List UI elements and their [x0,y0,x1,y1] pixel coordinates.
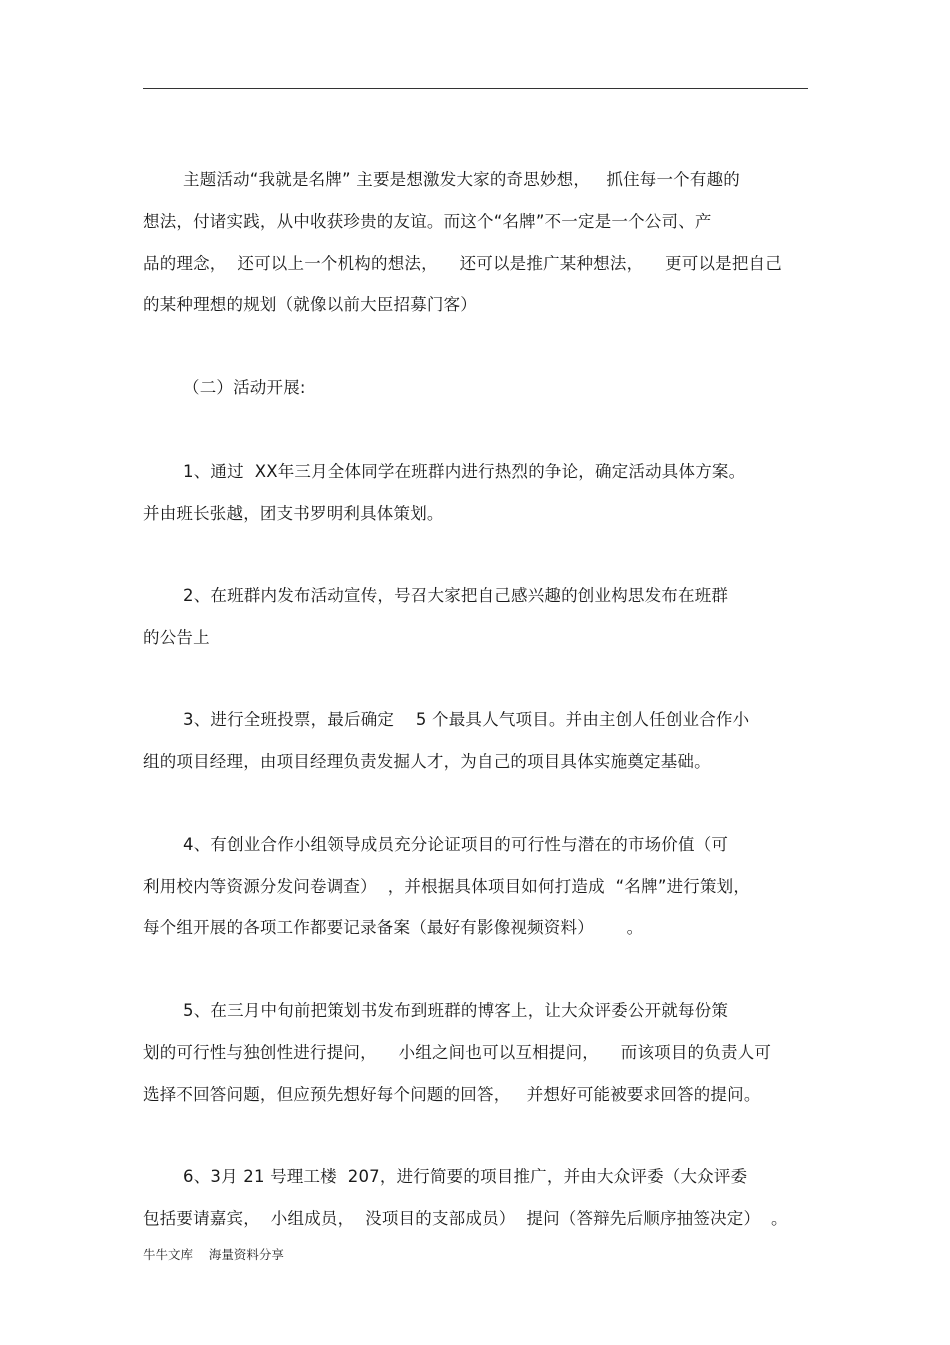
paragraph-1-line-3: 品的理念， 还可以上一个机构的想法， 还可以是推广某种想法， 更可以是把自己 [143,254,782,273]
item-3-line-2: 组的项目经理，由项目经理负责发掘人才，为自己的项目具体实施奠定基础。 [143,752,711,771]
item-4-line-3: 每个组开展的各项工作都要记录备案（最好有影像视频资料） 。 [143,918,644,937]
item-5-line-1: 5、在三月中旬前把策划书发布到班群的博客上，让大众评委公开就每份策 [183,1001,729,1020]
header-rule [143,88,808,89]
item-2-line-1: 2、在班群内发布活动宣传，号召大家把自己感兴趣的创业构思发布在班群 [183,586,729,605]
section-heading-activity: （二）活动开展: [183,378,306,397]
item-4-line-1: 4、有创业合作小组领导成员充分论证项目的可行性与潜在的市场价值（可 [183,835,729,854]
paragraph-1-line-2: 想法，付诸实践，从中收获珍贵的友谊。而这个“名牌”不一定是一个公司、产 [143,212,712,231]
paragraph-1-line-4: 的某种理想的规划（就像以前大臣招募门客） [143,295,477,314]
item-6-line-2: 包括要请嘉宾， 小组成员， 没项目的支部成员） 提问（答辩先后顺序抽签决定） 。 [143,1209,788,1228]
item-1-line-1: 1、通过 XX年三月全体同学在班群内进行热烈的争论，确定活动具体方案。 [183,462,746,481]
item-2-line-2: 的公告上 [143,628,210,647]
item-3-line-1: 3、进行全班投票，最后确定 5 个最具人气项目。并由主创人任创业合作小 [183,710,750,729]
paragraph-1-line-1: 主题活动“我就是名牌” 主要是想激发大家的奇思妙想， 抓住每一个有趣的 [183,170,740,189]
item-6-line-1: 6、3月 21 号理工楼 207，进行简要的项目推广，并由大众评委（大众评委 [183,1167,748,1186]
item-5-line-3: 选择不回答问题，但应预先想好每个问题的回答， 并想好可能被要求回答的提问。 [143,1085,761,1104]
footer-watermark: 牛牛文库 海量资料分享 [143,1247,284,1262]
item-5-line-2: 划的可行性与独创性进行提问， 小组之间也可以互相提问， 而该项目的负责人可 [143,1043,772,1062]
item-4-line-2: 利用校内等资源分发问卷调查） ，并根据具体项目如何打造成 “名牌”进行策划， [143,877,751,896]
item-1-line-2: 并由班长张越，团支书罗明利具体策划。 [143,504,444,523]
